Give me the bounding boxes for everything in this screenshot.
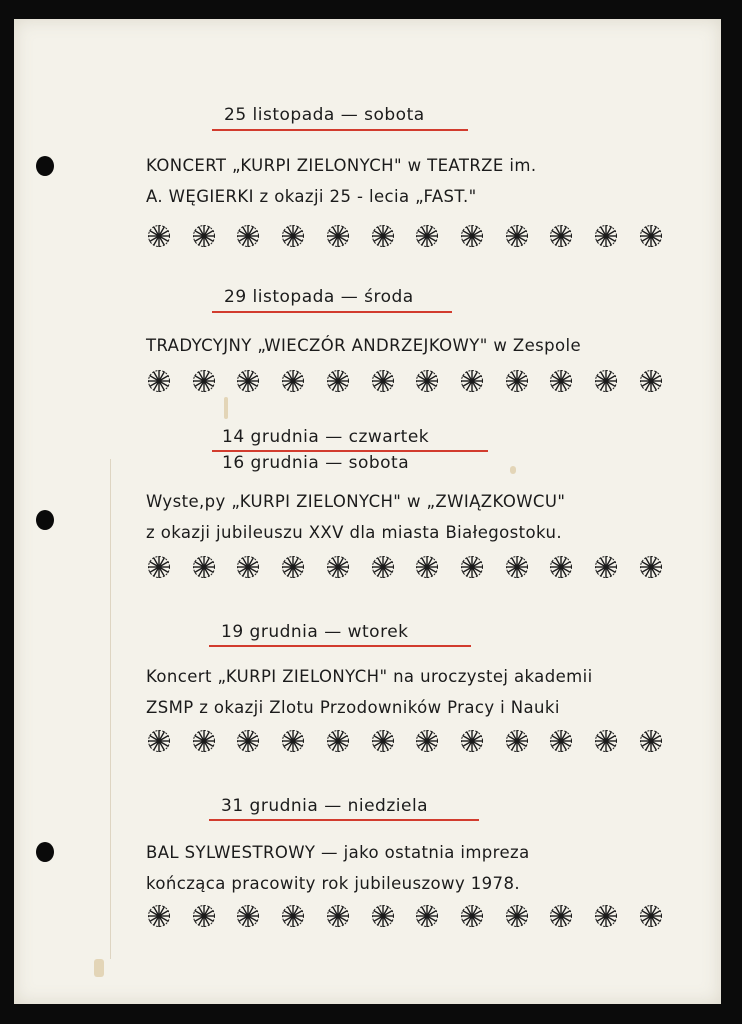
asterisk-ornament-icon xyxy=(460,369,484,393)
ornament-row xyxy=(147,729,663,753)
asterisk-ornament-icon xyxy=(505,555,529,579)
asterisk-ornament-icon xyxy=(505,224,529,248)
asterisk-ornament-icon xyxy=(236,369,260,393)
date-underline xyxy=(212,311,452,313)
text-line: BAL SYLWESTROWY — jako ostatnia impreza xyxy=(146,843,530,862)
asterisk-ornament-icon xyxy=(371,904,395,928)
asterisk-ornament-icon xyxy=(371,224,395,248)
asterisk-ornament-icon xyxy=(326,224,350,248)
asterisk-ornament-icon xyxy=(460,729,484,753)
punch-hole xyxy=(36,510,54,530)
date-underline xyxy=(212,450,488,452)
asterisk-ornament-icon xyxy=(505,369,529,393)
asterisk-ornament-icon xyxy=(505,904,529,928)
asterisk-ornament-icon xyxy=(236,729,260,753)
asterisk-ornament-icon xyxy=(326,729,350,753)
punch-hole xyxy=(36,156,54,176)
asterisk-ornament-icon xyxy=(371,555,395,579)
asterisk-ornament-icon xyxy=(147,369,171,393)
section-date: 25 listopada — sobota xyxy=(224,105,425,125)
text-line: kończąca pracowity rok jubileuszowy 1978. xyxy=(146,874,520,893)
ornament-row xyxy=(147,224,663,248)
paper-stain xyxy=(510,466,516,474)
section-text xyxy=(146,150,536,212)
paper-stain xyxy=(224,397,228,419)
asterisk-ornament-icon xyxy=(505,729,529,753)
asterisk-ornament-icon xyxy=(415,224,439,248)
ornament-row xyxy=(147,904,663,928)
asterisk-ornament-icon xyxy=(594,904,618,928)
asterisk-ornament-icon xyxy=(639,224,663,248)
asterisk-ornament-icon xyxy=(147,729,171,753)
asterisk-ornament-icon xyxy=(192,904,216,928)
section-text xyxy=(146,661,593,723)
text-line: z okazji jubileuszu XXV dla miasta Białegostoku. xyxy=(146,523,562,542)
date-underline xyxy=(212,129,468,131)
asterisk-ornament-icon xyxy=(326,904,350,928)
document-page xyxy=(14,19,721,1004)
asterisk-ornament-icon xyxy=(639,555,663,579)
asterisk-ornament-icon xyxy=(192,369,216,393)
asterisk-ornament-icon xyxy=(594,729,618,753)
ornament-row xyxy=(147,555,663,579)
section-date: 19 grudnia — wtorek xyxy=(221,622,409,642)
section-date-secondary: 16 grudnia — sobota xyxy=(222,453,410,473)
paper-stain xyxy=(94,959,104,977)
asterisk-ornament-icon xyxy=(415,369,439,393)
asterisk-ornament-icon xyxy=(281,904,305,928)
asterisk-ornament-icon xyxy=(236,224,260,248)
date-underline xyxy=(209,819,479,821)
asterisk-ornament-icon xyxy=(147,224,171,248)
asterisk-ornament-icon xyxy=(147,555,171,579)
asterisk-ornament-icon xyxy=(236,555,260,579)
punch-hole xyxy=(36,842,54,862)
text-line: ZSMP z okazji Zlotu Przodowników Pracy i Nauki xyxy=(146,698,560,717)
asterisk-ornament-icon xyxy=(281,224,305,248)
section-text xyxy=(146,837,530,899)
asterisk-ornament-icon xyxy=(147,904,171,928)
text-line: Wyste,py „KURPI ZIELONYCH" w „ZWIĄZKOWCU" xyxy=(146,492,566,511)
text-line: KONCERT „KURPI ZIELONYCH" w TEATRZE im. xyxy=(146,156,537,175)
asterisk-ornament-icon xyxy=(415,904,439,928)
asterisk-ornament-icon xyxy=(460,224,484,248)
asterisk-ornament-icon xyxy=(594,369,618,393)
asterisk-ornament-icon xyxy=(639,904,663,928)
text-line: TRADYCYJNY „WIECZÓR ANDRZEJKOWY" w Zespole xyxy=(146,336,582,355)
asterisk-ornament-icon xyxy=(639,369,663,393)
ornament-row xyxy=(147,369,663,393)
asterisk-ornament-icon xyxy=(639,729,663,753)
section-text xyxy=(146,486,565,548)
asterisk-ornament-icon xyxy=(326,555,350,579)
date-underline xyxy=(209,645,471,647)
paper-fold-line xyxy=(110,459,111,959)
asterisk-ornament-icon xyxy=(460,904,484,928)
section-date: 29 listopada — środa xyxy=(224,287,414,307)
asterisk-ornament-icon xyxy=(549,729,573,753)
asterisk-ornament-icon xyxy=(549,555,573,579)
asterisk-ornament-icon xyxy=(281,369,305,393)
asterisk-ornament-icon xyxy=(594,555,618,579)
asterisk-ornament-icon xyxy=(326,369,350,393)
asterisk-ornament-icon xyxy=(192,729,216,753)
asterisk-ornament-icon xyxy=(415,729,439,753)
section-date: 14 grudnia — czwartek xyxy=(222,427,430,447)
asterisk-ornament-icon xyxy=(549,904,573,928)
asterisk-ornament-icon xyxy=(460,555,484,579)
asterisk-ornament-icon xyxy=(371,729,395,753)
asterisk-ornament-icon xyxy=(549,369,573,393)
asterisk-ornament-icon xyxy=(192,224,216,248)
text-line: A. WĘGIERKI z okazji 25 - lecia „FAST." xyxy=(146,187,477,206)
asterisk-ornament-icon xyxy=(415,555,439,579)
section-text xyxy=(146,330,581,361)
asterisk-ornament-icon xyxy=(371,369,395,393)
text-line: Koncert „KURPI ZIELONYCH" na uroczystej akademii xyxy=(146,667,593,686)
section-date: 31 grudnia — niedziela xyxy=(221,796,429,816)
asterisk-ornament-icon xyxy=(236,904,260,928)
asterisk-ornament-icon xyxy=(281,555,305,579)
asterisk-ornament-icon xyxy=(192,555,216,579)
asterisk-ornament-icon xyxy=(549,224,573,248)
asterisk-ornament-icon xyxy=(594,224,618,248)
asterisk-ornament-icon xyxy=(281,729,305,753)
